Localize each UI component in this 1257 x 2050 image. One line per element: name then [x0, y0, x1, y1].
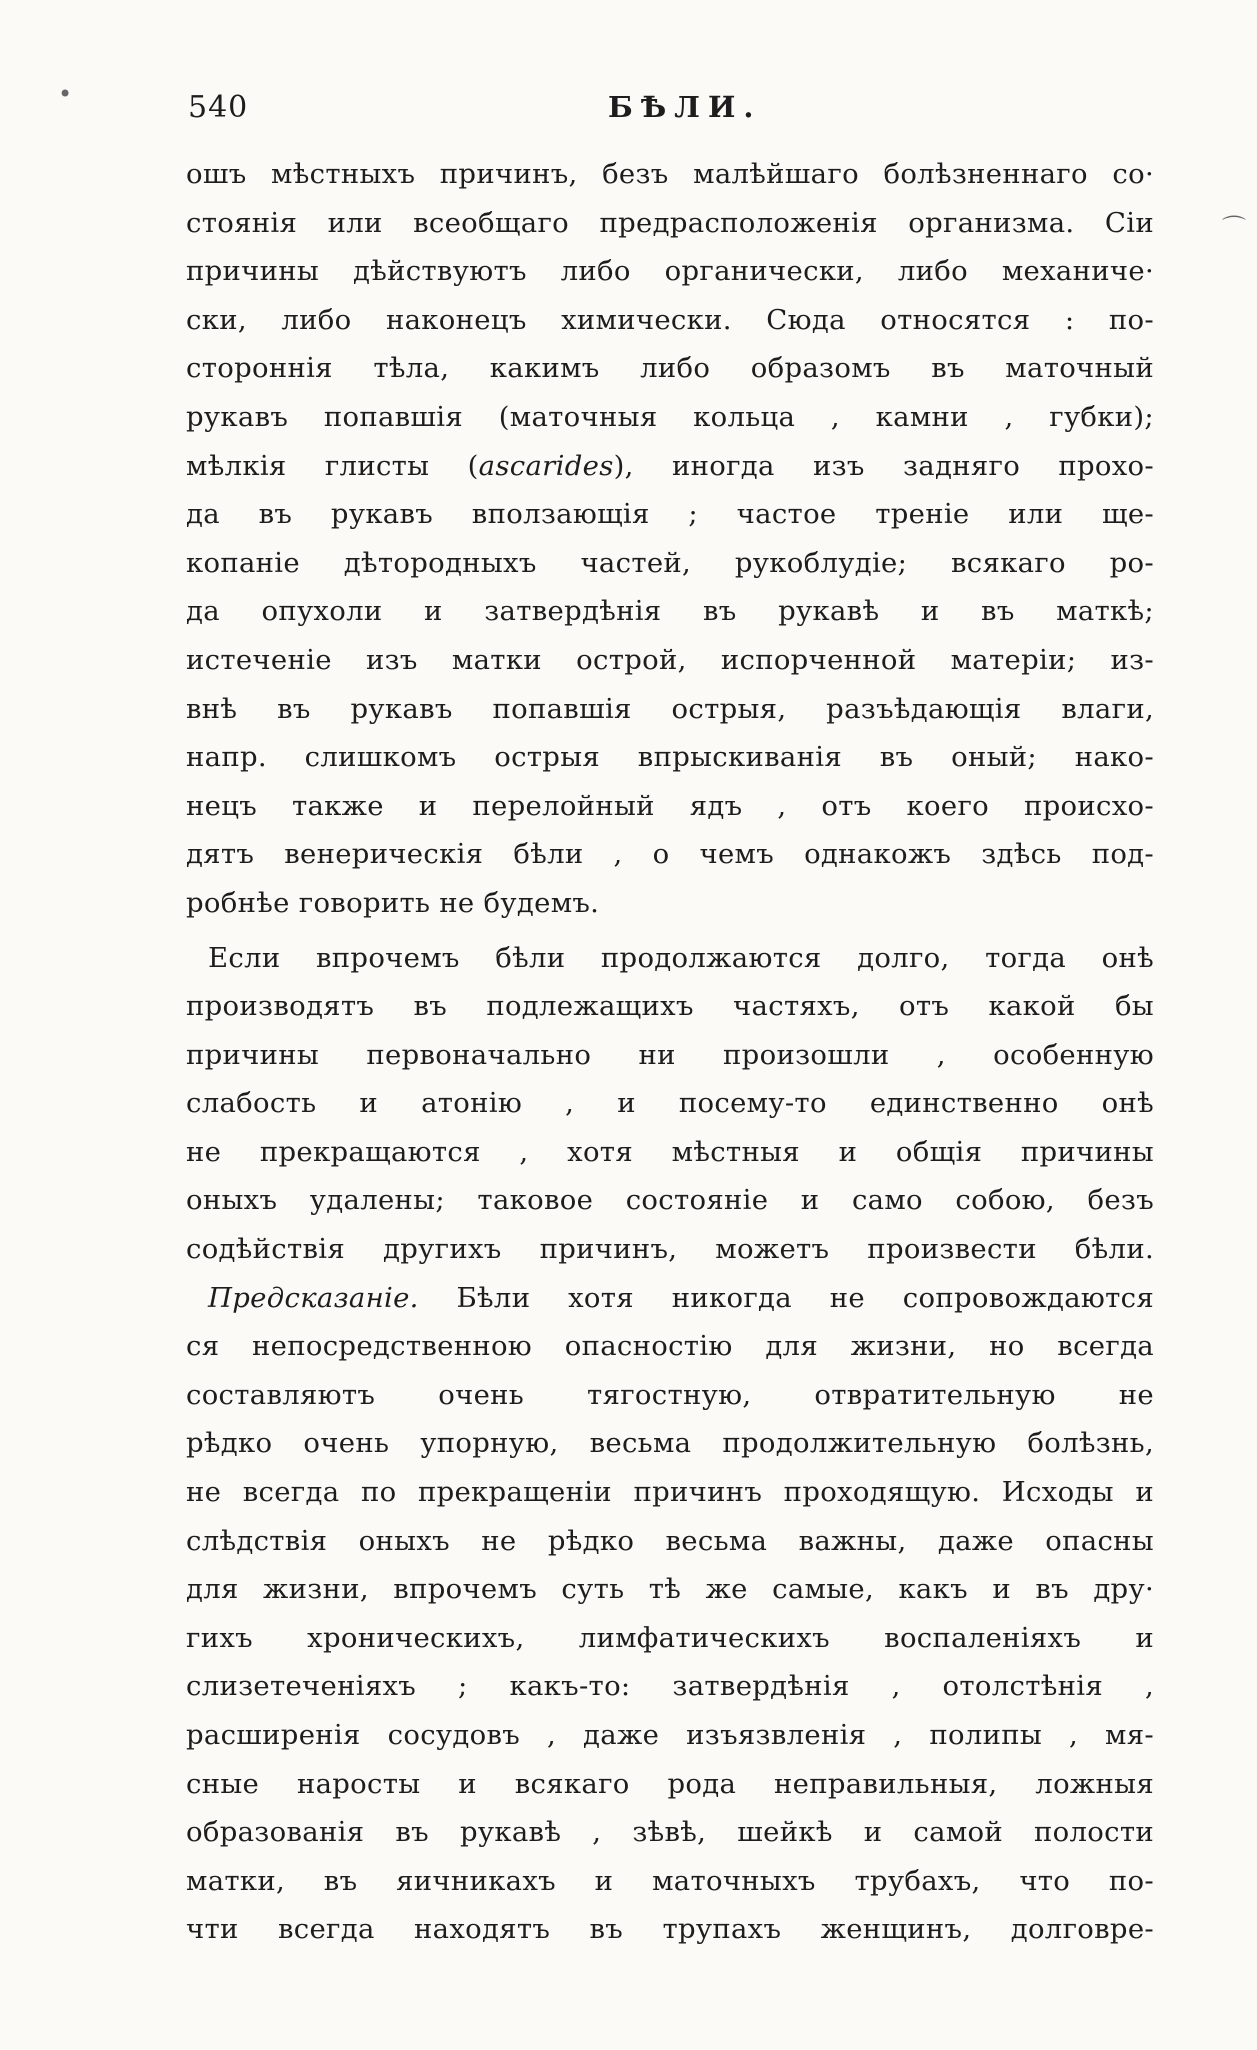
- text-line: образованія въ рукавѣ , зѣвѣ, шейкѣ и самой полости: [186, 1816, 1154, 1849]
- page-number: 540: [188, 90, 249, 125]
- text-line: внѣ въ рукавъ попавшія острыя, разъѣдающія влаги,: [186, 692, 1154, 725]
- text-line: гихъ хроническихъ, лимфатическихъ воспаленіяхъ и: [186, 1621, 1154, 1654]
- text-line: причины первоначально ни произошли , особенную: [186, 1038, 1154, 1071]
- text-line: слизетеченіяхъ ; какъ-то: затвердѣнія , отолстѣнія ,: [186, 1670, 1154, 1703]
- text-line: составляютъ очень тягостную, отвратительную не: [186, 1378, 1154, 1411]
- text-line: ся непосредственною опасностію для жизни, но всегда: [186, 1330, 1154, 1363]
- text-line: чти всегда находятъ въ трупахъ женщинъ, долговре-: [186, 1913, 1154, 1946]
- text-line: матки, въ яичникахъ и маточныхъ трубахъ, что по-: [186, 1864, 1154, 1897]
- text-line: да опухоли и затвердѣнія въ рукавѣ и въ маткѣ;: [186, 595, 1154, 628]
- text-line: копаніе дѣтородныхъ частей, рукоблудіе; всякаго ро-: [186, 546, 1154, 579]
- text-line: содѣйствія другихъ причинъ, можетъ произвести бѣли.: [186, 1233, 1154, 1266]
- body-text: [186, 150, 1154, 1954]
- text-line: рѣдко очень упорную, весьма продолжительную болѣзнь,: [186, 1427, 1154, 1460]
- text-line: расширенія сосудовъ , даже изъязвленія , полипы , мя-: [186, 1719, 1154, 1751]
- text-line: для жизни, впрочемъ суть тѣ же самые, какъ и въ дру·: [186, 1573, 1154, 1606]
- prognosis-heading-line: Предсказаніе. Бѣли хотя никогда не сопровождаются: [208, 1281, 1154, 1314]
- text-line: производятъ въ подлежащихъ частяхъ, отъ какой бы: [186, 990, 1154, 1023]
- text-line: слѣдствія оныхъ не рѣдко весьма важны, даже опасны: [186, 1524, 1154, 1557]
- text-line: истеченіе изъ матки острой, испорченной матеріи; из-: [186, 643, 1154, 676]
- text-line: причины дѣйствуютъ либо органически, либо механиче·: [186, 255, 1154, 288]
- text-line: стороннія тѣла, какимъ либо образомъ въ маточный: [186, 352, 1154, 385]
- text-line: дятъ венерическія бѣли , о чемъ однакожъ здѣсь под-: [186, 838, 1154, 871]
- text-line: стоянія или всеобщаго предрасположенія организма. Сіи: [186, 206, 1154, 239]
- section-heading: Предсказаніе.: [208, 1281, 419, 1314]
- latin-term: ascarides: [478, 449, 614, 482]
- ink-speck: •: [58, 80, 73, 108]
- text-line: сные наросты и всякаго рода неправильныя, ложныя: [186, 1767, 1154, 1800]
- paragraph-end-line: робнѣе говорить не будемъ.: [186, 886, 600, 919]
- text-line: мѣлкія глисты (ascarides), иногда изъ задняго прохо-: [186, 449, 1154, 482]
- text-line: ски, либо наконецъ химически. Сюда относятся : по-: [186, 303, 1154, 336]
- text-line: да въ рукавъ вползающія ; частое треніе или ще-: [186, 498, 1154, 531]
- text-line: слабость и атонію , и посему-то единственно онѣ: [186, 1087, 1154, 1120]
- text-line: рукавъ попавшія (маточныя кольца , камни , губки);: [186, 400, 1154, 433]
- paragraph-start-line: Если впрочемъ бѣли продолжаются долго, тогда онѣ: [208, 941, 1154, 974]
- text-line: напр. слишкомъ острыя впрыскиванія въ оный; нако-: [186, 741, 1154, 774]
- text-line: ошъ мѣстныхъ причинъ, безъ малѣйшаго болѣзненнаго со·: [186, 158, 1154, 190]
- text-line: оныхъ удалены; таковое состояніе и само собою, безъ: [186, 1184, 1154, 1217]
- margin-mark: ⌒: [1222, 214, 1246, 242]
- running-head: БѢЛИ.: [608, 90, 762, 124]
- page-header: [188, 90, 1148, 138]
- text-line: не прекращаются , хотя мѣстныя и общія причины: [186, 1135, 1154, 1168]
- text-line: нецъ также и перелойный ядъ , отъ коего происхо-: [186, 789, 1154, 822]
- text-line: не всегда по прекращеніи причинъ проходящую. Исходы и: [186, 1476, 1154, 1509]
